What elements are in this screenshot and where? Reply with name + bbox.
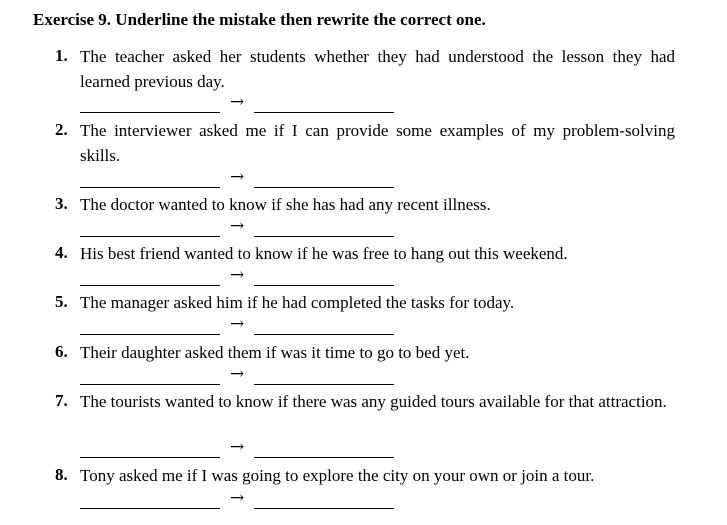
arrow-icon: → xyxy=(230,216,245,236)
mistake-blank[interactable] xyxy=(80,439,220,458)
answer-line xyxy=(80,439,400,459)
mistake-blank[interactable] xyxy=(80,267,220,286)
item-number: 2. xyxy=(55,120,68,139)
answer-line xyxy=(80,366,400,386)
item-sentence: His best friend wanted to know if he was free to hang out this weekend. xyxy=(80,244,568,263)
mistake-blank[interactable] xyxy=(80,490,220,509)
correction-blank[interactable] xyxy=(254,490,394,509)
item-number: 6. xyxy=(55,342,68,361)
arrow-icon: → xyxy=(230,488,245,508)
correction-blank[interactable] xyxy=(254,169,394,188)
mistake-blank[interactable] xyxy=(80,169,220,188)
arrow-icon: → xyxy=(230,167,245,187)
item-number: 3. xyxy=(55,194,68,213)
answer-line xyxy=(80,316,400,336)
mistake-blank[interactable] xyxy=(80,366,220,385)
arrow-icon: → xyxy=(230,437,245,457)
answer-line xyxy=(80,94,400,114)
item-number: 5. xyxy=(55,292,68,311)
correction-blank[interactable] xyxy=(254,267,394,286)
correction-blank[interactable] xyxy=(254,366,394,385)
arrow-icon: → xyxy=(230,364,245,384)
correction-blank[interactable] xyxy=(254,316,394,335)
mistake-blank[interactable] xyxy=(80,316,220,335)
correction-blank[interactable] xyxy=(254,94,394,113)
item-number: 8. xyxy=(55,465,68,484)
mistake-blank[interactable] xyxy=(80,218,220,237)
item-sentence: Tony asked me if I was going to explore the city on your own or join a tour. xyxy=(80,466,595,485)
item-number: 7. xyxy=(55,391,68,410)
item-sentence: The doctor wanted to know if she has had any recent illness. xyxy=(80,195,491,214)
item-number: 4. xyxy=(55,243,68,262)
item-sentence: The manager asked him if he had completed the tasks for today. xyxy=(80,293,515,312)
item-sentence: Their daughter asked them if was it time to go to bed yet. xyxy=(80,343,470,362)
arrow-icon: → xyxy=(230,314,245,334)
answer-line xyxy=(80,218,400,238)
item-sentence: The tourists wanted to know if there was any guided tours available for that attraction. xyxy=(80,392,667,411)
correction-blank[interactable] xyxy=(254,218,394,237)
mistake-blank[interactable] xyxy=(80,94,220,113)
item-number: 1. xyxy=(55,46,68,65)
item-sentence: The teacher asked her students whether they had understood the lesson they had learned previous day. xyxy=(80,47,675,91)
arrow-icon: → xyxy=(230,265,245,285)
answer-line xyxy=(80,490,400,510)
correction-blank[interactable] xyxy=(254,439,394,458)
item-sentence: The interviewer asked me if I can provide some examples of my problem-solving skills. xyxy=(80,121,675,165)
answer-line xyxy=(80,267,400,287)
arrow-icon: → xyxy=(230,92,245,112)
answer-line xyxy=(80,169,400,189)
exercise-title: Exercise 9. Underline the mistake then rewrite the correct one. xyxy=(33,10,486,29)
